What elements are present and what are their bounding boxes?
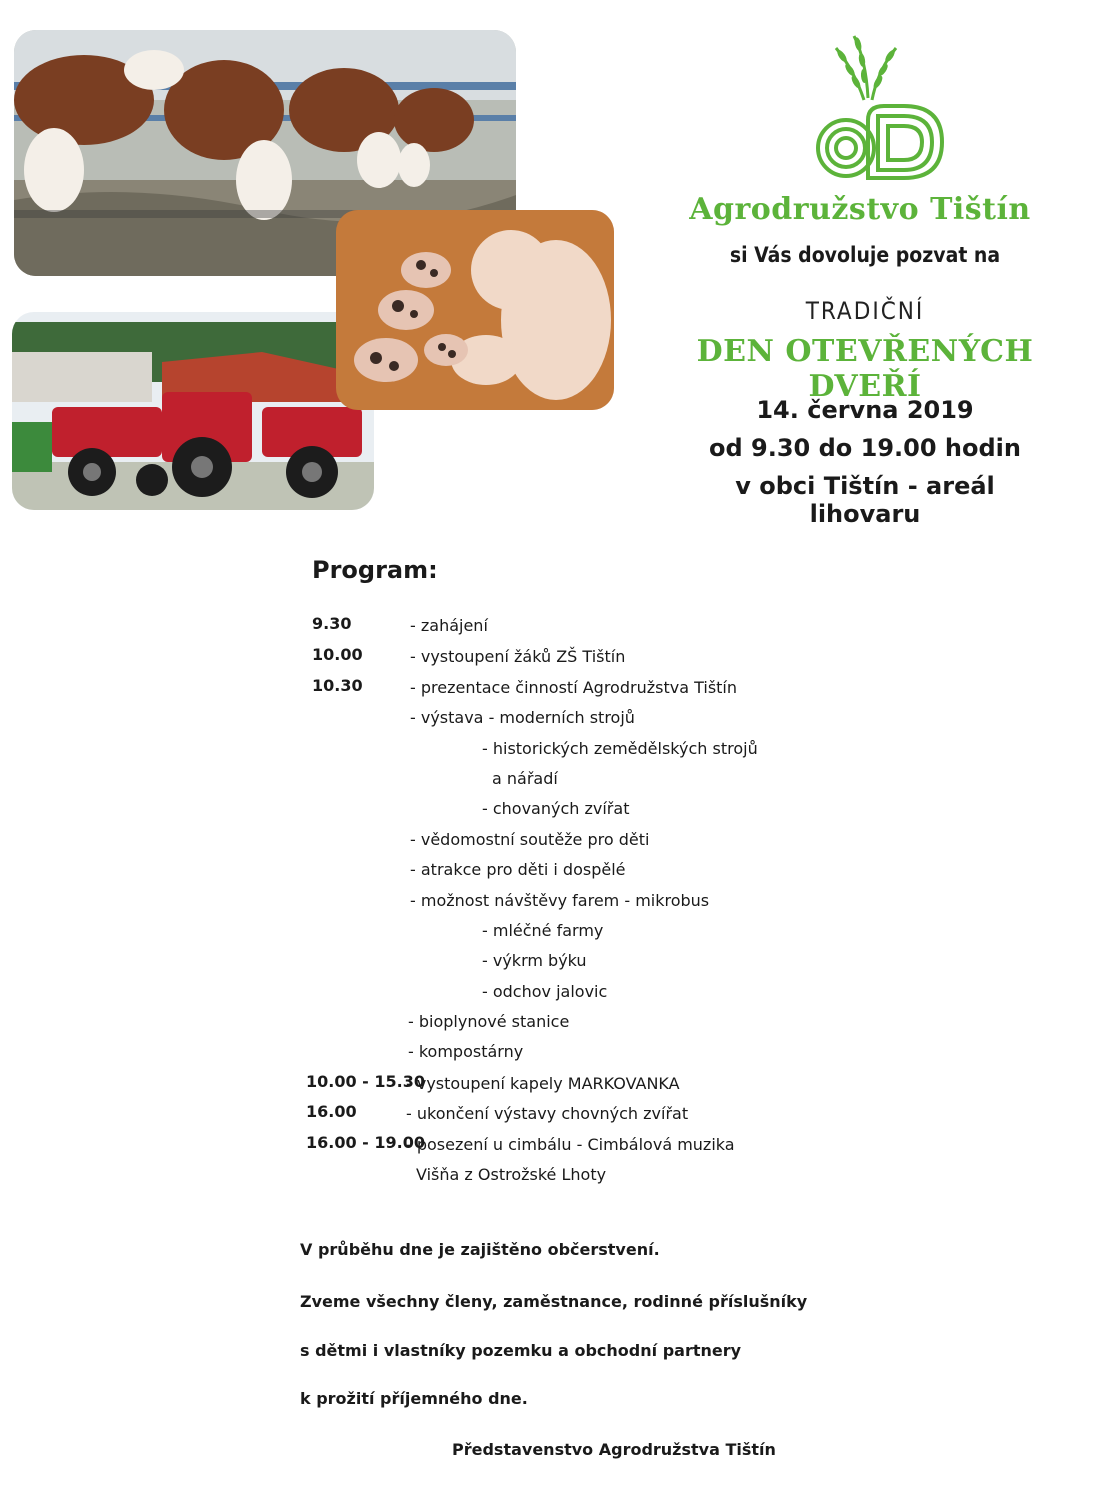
program-item: - chovaných zvířat bbox=[482, 799, 630, 818]
program-item: - vystoupení kapely MARKOVANKA bbox=[406, 1074, 680, 1093]
ad-wheat-logo-icon bbox=[806, 30, 950, 180]
tractors-photo bbox=[12, 312, 374, 510]
program-item: - výstava - moderních strojů bbox=[410, 708, 635, 727]
program-time: 10.30 bbox=[312, 676, 363, 695]
signature: Představenstvo Agrodružstva Tištín bbox=[452, 1440, 776, 1459]
program-item: - odchov jalovic bbox=[482, 982, 608, 1001]
program-title: Program: bbox=[312, 556, 438, 584]
program-item: - mléčné farmy bbox=[482, 921, 604, 940]
invite-text: si Vás dovoluje pozvat na bbox=[729, 243, 1001, 267]
program-item: - ukončení výstavy chovných zvířat bbox=[406, 1104, 689, 1123]
program-item: - historických zemědělských strojů bbox=[482, 739, 758, 758]
event-place: v obci Tištín - areál lihovaru bbox=[735, 472, 995, 528]
program-item: - výkrm býku bbox=[482, 951, 587, 970]
program-time: 10.00 - 15.30 bbox=[306, 1072, 425, 1091]
invitation-line: s dětmi i vlastníky pozemku a obchodní partnery bbox=[300, 1341, 742, 1360]
event-line1: TRADIČNÍ bbox=[805, 297, 925, 325]
event-title: DEN OTEVŘENÝCH DVEŘÍ bbox=[696, 334, 1034, 404]
program-item: - posezení u cimbálu - Cimbálová muzika bbox=[406, 1135, 735, 1154]
invitation-line: k prožití příjemného dne. bbox=[300, 1389, 528, 1408]
program-item: - zahájení bbox=[410, 616, 488, 635]
event-time: od 9.30 do 19.00 hodin bbox=[709, 434, 1021, 462]
program-item: - vystoupení žáků ZŠ Tištín bbox=[410, 647, 626, 666]
program-time: 16.00 bbox=[306, 1102, 357, 1121]
program-time: 16.00 - 19.00 bbox=[306, 1133, 425, 1152]
program-item: - prezentace činností Agrodružstva Tištín bbox=[410, 678, 738, 697]
pigs-photo bbox=[336, 210, 614, 410]
program-item: - atrakce pro děti i dospělé bbox=[410, 860, 626, 879]
program-item: - možnost návštěvy farem - mikrobus bbox=[410, 891, 710, 910]
program-item: - kompostárny bbox=[408, 1042, 524, 1061]
refreshments-note: V průběhu dne je zajištěno občerstvení. bbox=[300, 1240, 660, 1259]
program-item: - vědomostní soutěže pro děti bbox=[410, 830, 650, 849]
program-item: - bioplynové stanice bbox=[408, 1012, 570, 1031]
program-time: 9.30 bbox=[312, 614, 352, 633]
company-name: Agrodružstvo Tištín bbox=[689, 192, 1031, 227]
program-item: a nářadí bbox=[492, 769, 558, 788]
invitation-line: Zveme všechny členy, zaměstnance, rodinné příslušníky bbox=[300, 1292, 808, 1311]
program-item: Višňa z Ostrožské Lhoty bbox=[416, 1165, 607, 1184]
program-time: 10.00 bbox=[312, 645, 363, 664]
event-date: 14. června 2019 bbox=[756, 396, 974, 424]
